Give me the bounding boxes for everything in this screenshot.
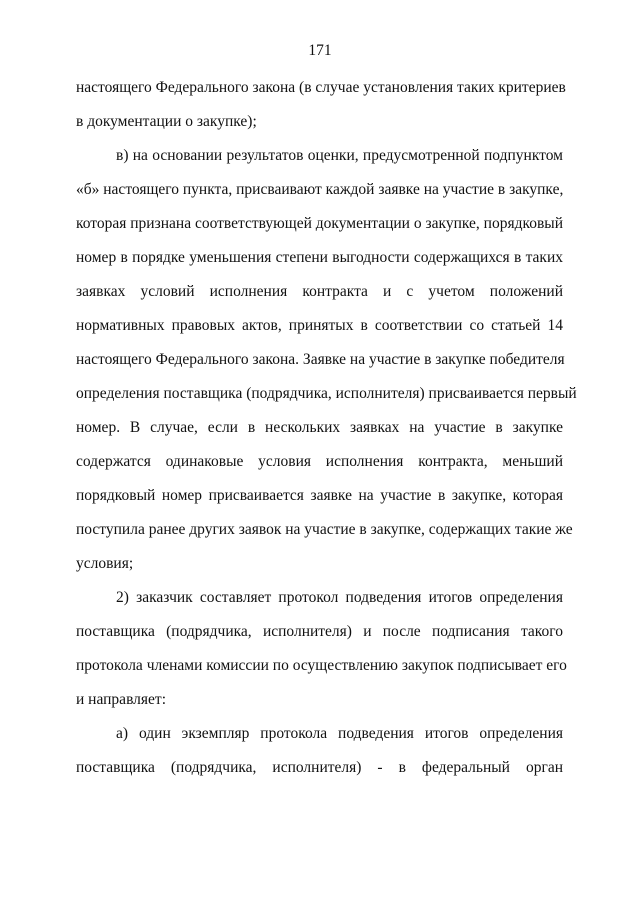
text-line: номер в порядке уменьшения степени выгодности содержащихся в таких — [76, 249, 563, 266]
text-line: протокола членами комиссии по осуществлению закупок подписывает его — [76, 657, 567, 674]
document-body — [76, 79, 577, 793]
text-line: и направляет: — [76, 691, 167, 708]
text-line: условия; — [76, 555, 134, 572]
text-line: нормативных правовых актов, принятых в соответствии со статьей 14 — [76, 317, 563, 334]
text-line: которая признана соответствующей документации о закупке, порядковый — [76, 215, 563, 232]
paragraph-start-line: в) на основании результатов оценки, предусмотренной подпунктом — [116, 147, 563, 164]
text-line: настоящего Федерального закона. Заявке на участие в закупке победителя — [76, 351, 565, 368]
paragraph-start-line: 2) заказчик составляет протокол подведения итогов определения — [116, 589, 563, 606]
page-number: 171 — [308, 42, 332, 59]
text-line: настоящего Федерального закона (в случае установления таких критериев — [76, 79, 566, 96]
text-line: заявках условий исполнения контракта и с учетом положений — [76, 283, 563, 300]
text-line: «б» настоящего пункта, присваивают каждой заявке на участие в закупке, — [76, 181, 564, 198]
paragraph-start-line: а) один экземпляр протокола подведения итогов определения — [116, 725, 563, 742]
text-line: поступила ранее других заявок на участие в закупке, содержащих такие же — [76, 521, 573, 538]
text-line: определения поставщика (подрядчика, исполнителя) присваивается первый — [76, 385, 577, 402]
text-line: поставщика (подрядчика, исполнителя) - в федеральный орган — [76, 759, 563, 776]
text-line: порядковый номер присваивается заявке на участие в закупке, которая — [76, 487, 563, 504]
text-line: содержатся одинаковые условия исполнения контракта, меньший — [76, 453, 563, 470]
text-line: поставщика (подрядчика, исполнителя) и после подписания такого — [76, 623, 563, 640]
text-line: номер. В случае, если в нескольких заявках на участие в закупке — [76, 419, 563, 436]
text-line: в документации о закупке); — [76, 113, 257, 130]
